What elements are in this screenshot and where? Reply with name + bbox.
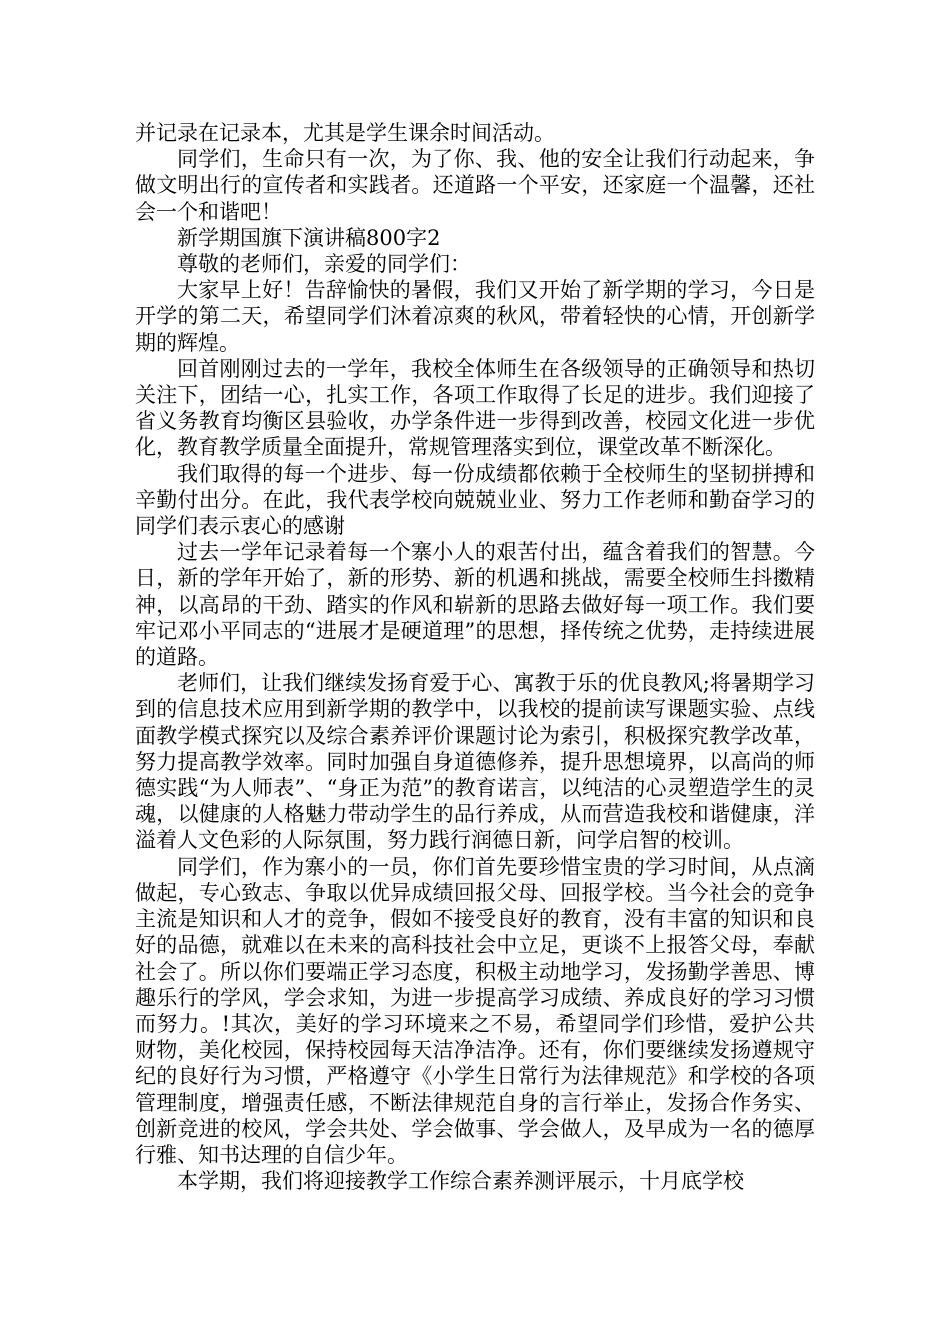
students-paragraph: 同学们，作为寨小的一员，你们首先要珍惜宝贵的学习时间，从点滴做起，专心致志、争取以优异成绩回报父母、回报学校。当今社会的竞争主流是知识和人才的竞争，假如不接受良好的教育，没有丰富的知识和良好的品德，就难以在未来的高科技社会中立足，更谈不上报答父母，奉献社会了。所以你们要端正学习态度，积极主动地学习，发扬勤学善思、博趣乐行的学风，学会求知，为进一步提高学习成绩、养成良好的学习习惯而努力。!其次，美好的学习环境来之不易，希望同学们珍惜，爱护公共财物，美化校园，保持校园每天洁净洁净。还有，你们要继续发扬遵规守纪的良好行为习惯，严格遵守《小学生日常行为法律规范》和学校的各项管理制度，增强责任感，不断法律规范自身的言行举止，发扬合作务实、创新竞进的校风，学会共处、学会做事、学会做人，及早成为一名的德厚行雅、知书达理的自信少年。	[135, 854, 815, 1167]
semester-plan-paragraph: 本学期，我们将迎接教学工作综合素养测评展示，十月底学校	[177, 1169, 744, 1194]
speech-title: 新学期国旗下演讲稿800字2	[177, 225, 441, 250]
speech-greeting: 尊敬的老师们，亲爱的同学们：	[177, 252, 471, 277]
teachers-paragraph: 老师们，让我们继续发扬育爱于心、寓教于乐的优良教风;将暑期学习到的信息技术应用到新学期的教学中，以我校的提前读写课题实验、点线面教学模式探究以及综合素养评价课题讨论为索引，积极探究教学改革，努力提高教学效率。同时加强自身道德修养，提升思想境界，以高尚的师德实践“为人师表”、“身正为范”的教育诺言，以纯洁的心灵塑造学生的灵魂，以健康的人格魅力带动学生的品行养成，从而营造我校和谐健康，洋溢着人文色彩的人际氛围，努力践行润德日新，问学启智的校训。	[135, 671, 815, 853]
document-page	[135, 120, 815, 1194]
continuation-paragraph: 并记录在记录本，尤其是学生课余时间活动。	[135, 121, 555, 145]
safety-closing-paragraph: 同学们，生命只有一次，为了你、我、他的安全让我们行动起来，争做文明出行的宣传者和实践者。还道路一个平安，还家庭一个温馨，还社会一个和谐吧！	[135, 147, 815, 224]
thanks-paragraph: 我们取得的每一个进步、每一份成绩都依赖于全校师生的坚韧拼搏和辛勤付出分。在此，我代表学校向兢兢业业、努力工作老师和勤奋学习的同学们表示衷心的感谢	[135, 461, 815, 539]
opening-paragraph: 大家早上好！告辞愉快的暑假，我们又开始了新学期的学习，今日是开学的第二天，希望同学们沐着凉爽的秋风，带着轻快的心情，开创新学期的辉煌。	[135, 278, 815, 355]
new-year-paragraph: 过去一学年记录着每一个寨小人的艰苦付出，蕴含着我们的智慧。今日，新的学年开始了，新的形势、新的机遇和挑战，需要全校师生抖擞精神，以高昂的干劲、踏实的作风和崭新的思路去做好每一项工作。我们要牢记邓小平同志的“进展才是硬道理”的思想，择传统之优势，走持续进展的道路。	[135, 540, 815, 670]
review-paragraph: 回首刚刚过去的一学年，我校全体师生在各级领导的正确领导和热切关注下，团结一心，扎实工作，各项工作取得了长足的进步。我们迎接了省义务教育均衡区县验收，办学条件进一步得到改善，校园文化进一步优化，教育教学质量全面提升，常规管理落实到位，课堂改革不断深化。	[135, 356, 815, 460]
